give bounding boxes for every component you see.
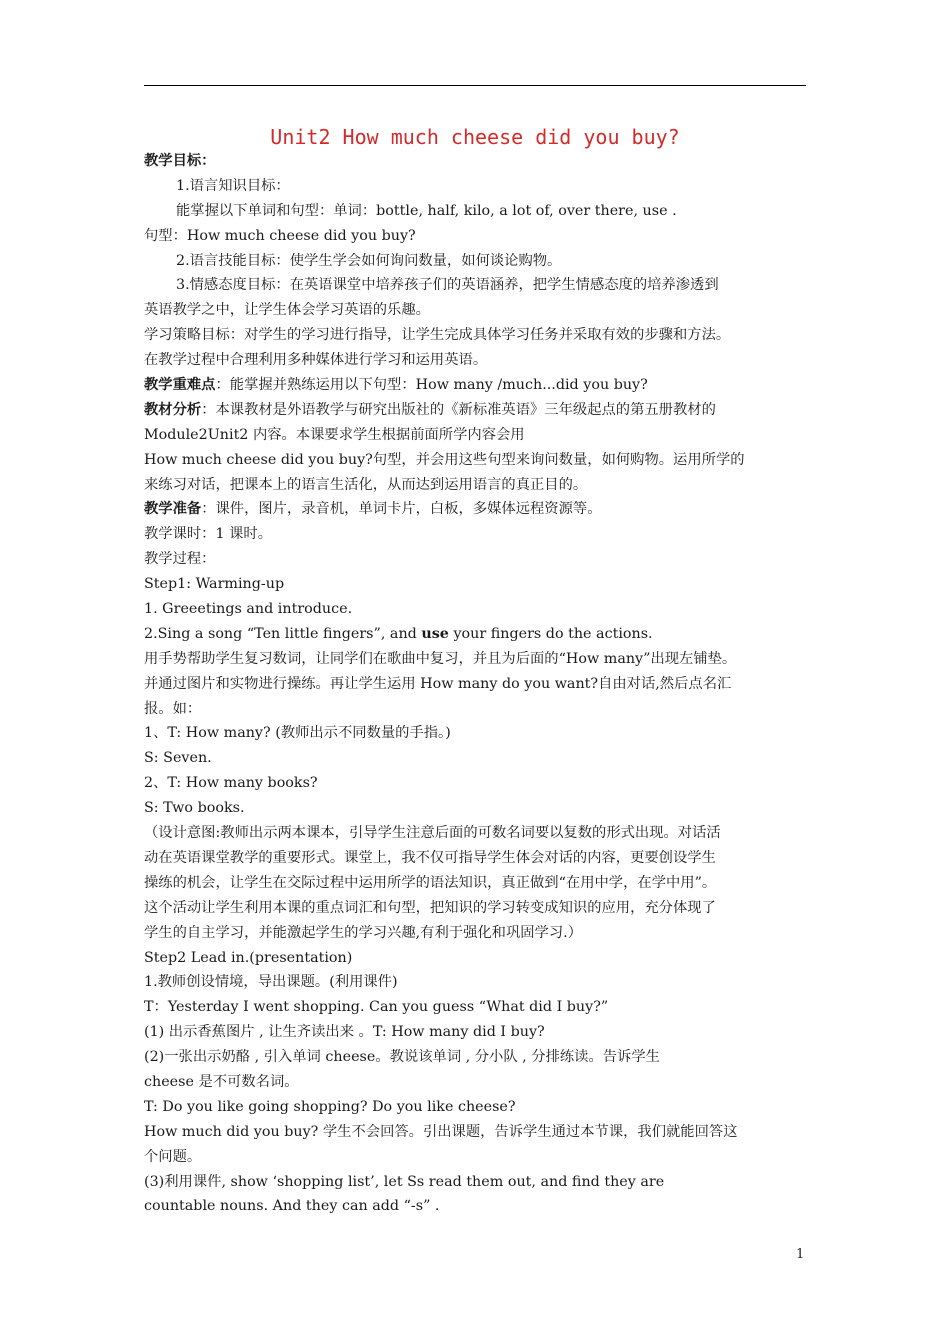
paragraph-line: 并通过图片和实物进行操练。再让学生运用 How many do you want?自由对话,然后点名汇: [144, 675, 732, 692]
paragraph-line: countable nouns. And they can add “-s” .: [144, 1198, 440, 1215]
section-label-textbook-analysis: 教材分析: [144, 401, 202, 418]
paragraph-line: 学习策略目标：对学生的学习进行指导，让学生完成具体学习任务并采取有效的步骤和方法。: [144, 327, 731, 344]
key-points-text: ：能掌握并熟练运用以下句型：How many /much...did you buy?: [215, 377, 648, 394]
key-points-line: [144, 373, 808, 398]
paragraph-line: 报。如：: [144, 700, 202, 717]
paragraph-line: 2.语言技能目标：使学生学会如何询问数量，如何谈论购物。: [176, 252, 562, 269]
paragraph-line: How much did you buy? 学生不会回答。引出课题，告诉学生通过本节课，我们就能回答这: [144, 1123, 738, 1140]
paragraph-line: 英语教学之中，让学生体会学习英语的乐趣。: [144, 302, 430, 319]
dialogue-line: T: Do you like going shopping? Do you like cheese?: [144, 1098, 516, 1115]
dialogue-line: T：Yesterday I went shopping. Can you guess “What did I buy?”: [144, 999, 609, 1016]
section-label-objectives: 教学目标：: [144, 153, 216, 169]
paragraph-line: （设计意图:教师出示两本课本，引导学生注意后面的可数名词要以复数的形式出现。对话活: [144, 825, 721, 842]
paragraph-line: (3)利用课件, show ‘shopping list’, let Ss read them out, and find they are: [144, 1173, 665, 1190]
header-rule: [144, 85, 806, 86]
song-text-part: 2.Sing a song “Ten little fingers”, and: [144, 625, 422, 642]
paragraph-line: How much cheese did you buy?句型，并会用这些句型来询问数量，如何购物。运用所学的: [144, 451, 745, 468]
document-body: [144, 149, 808, 1219]
preparation-text: ：课件，图片，录音机，单词卡片，白板，多媒体远程资源等。: [201, 501, 602, 518]
step-heading: Step2 Lead in.(presentation): [144, 949, 353, 966]
paragraph-line: 教学过程：: [144, 551, 216, 568]
paragraph-line: 用手势帮助学生复习数词，让同学们在歌曲中复习，并且为后面的“How many”出现左铺垫。: [144, 650, 737, 667]
section-label-preparation: 教学准备: [144, 501, 202, 518]
song-text-bold: use: [421, 625, 449, 642]
preparation-line: [144, 497, 808, 522]
textbook-analysis-text: ：本课教材是外语教学与研究出版社的《新标准英语》三年级起点的第五册教材的: [201, 401, 716, 418]
paragraph-line: cheese 是不可数名词。: [144, 1073, 299, 1090]
song-text-part: your fingers do the actions.: [448, 625, 653, 642]
page-number: 1: [796, 1247, 805, 1262]
step-heading: Step1: Warming-up: [144, 576, 285, 593]
document-title: Unit2 How much cheese did you buy?: [270, 125, 680, 149]
paragraph-line: 学生的自主学习，并能激起学生的学习兴趣,有利于强化和巩固学习.）: [144, 924, 582, 941]
paragraph-line: (2)一张出示奶酪 , 引入单词 cheese。教说该单词 , 分小队 , 分排练读。告诉学生: [144, 1049, 660, 1066]
dialogue-line: 2、T: How many books?: [144, 775, 318, 792]
textbook-analysis-line: [144, 398, 808, 423]
paragraph-line: 个问题。: [144, 1148, 202, 1165]
paragraph-line: 在教学过程中合理利用多种媒体进行学习和运用英语。: [144, 352, 488, 369]
paragraph-line: 句型：How much cheese did you buy?: [144, 227, 416, 244]
paragraph-line: 教学课时：1 课时。: [144, 526, 273, 543]
dialogue-line: S: Seven.: [144, 750, 212, 767]
paragraph-line: 1. Greeetings and introduce.: [144, 601, 353, 618]
paragraph-line: 动在英语课堂教学的重要形式。课堂上，我不仅可指导学生体会对话的内容，更要创设学生: [144, 849, 716, 866]
paragraph-line: 这个活动让学生利用本课的重点词汇和句型，把知识的学习转变成知识的应用，充分体现了: [144, 899, 716, 916]
paragraph-line: (1) 出示香蕉图片 , 让生齐读出来 。T: How many did I buy?: [144, 1024, 545, 1041]
paragraph-line: 能掌握以下单词和句型：单词：bottle, half, kilo, a lot of, over there, use .: [176, 202, 677, 219]
paragraph-line: 操练的机会，让学生在交际过程中运用所学的语法知识，真正做到“在用中学，在学中用”。: [144, 874, 717, 891]
paragraph-line: Module2Unit2 内容。本课要求学生根据前面所学内容会用: [144, 426, 525, 443]
song-line: [144, 622, 808, 647]
paragraph-line: 1.语言知识目标：: [176, 177, 290, 194]
paragraph-line: 1.教师创设情境，导出课题。(利用课件): [144, 974, 398, 991]
paragraph-line: 来练习对话，把课本上的语言生活化，从而达到运用语言的真正目的。: [144, 476, 588, 493]
dialogue-line: S: Two books.: [144, 800, 245, 817]
dialogue-line: 1、T: How many? (教师出示不同数量的手指。): [144, 725, 451, 742]
section-label-key-points: 教学重难点: [144, 377, 216, 394]
paragraph-line: 3.情感态度目标：在英语课堂中培养孩子们的英语涵养，把学生情感态度的培养渗透到: [176, 277, 719, 294]
